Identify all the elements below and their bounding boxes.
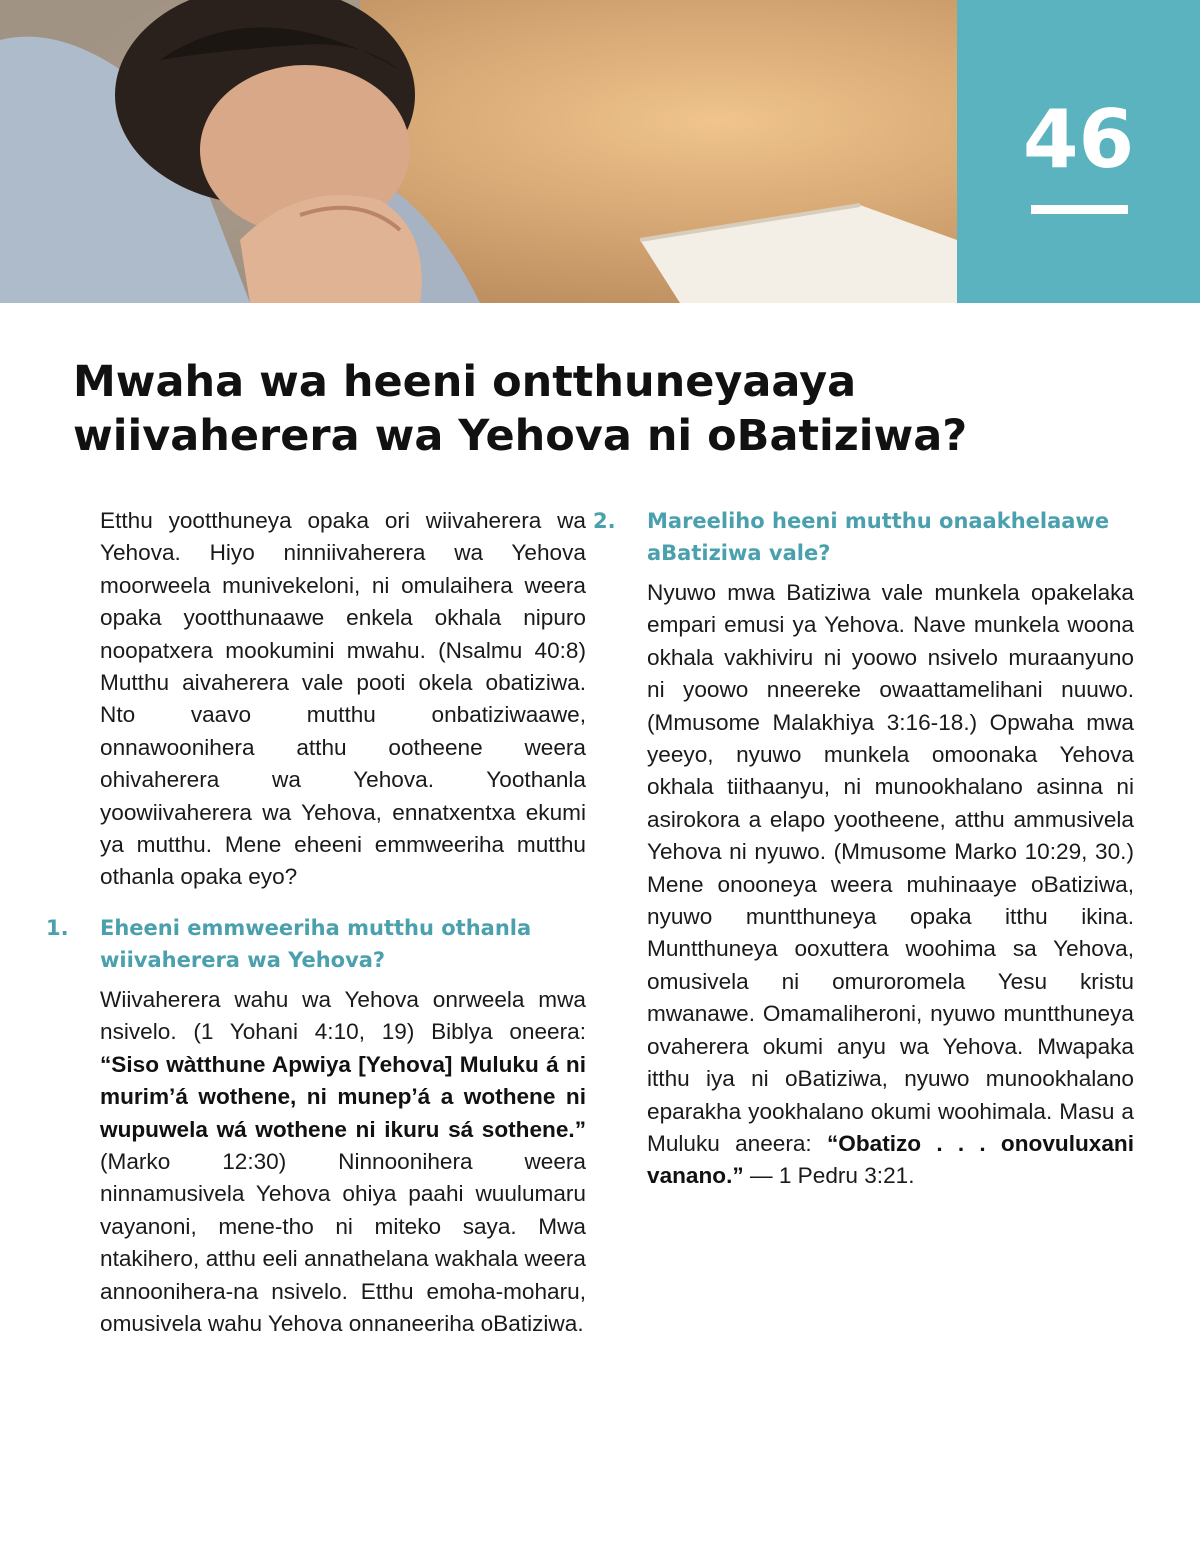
page-title: Mwaha wa heeni ontthuneyaaya wiivaherera wa Yehova ni oBatiziwa? xyxy=(73,357,968,461)
section-2-text-after: — 1 Pedru 3:21. xyxy=(743,1163,915,1189)
section-1-question-text: Eheeni emmweeriha mutthu othanla wiivaherera wa Yehova? xyxy=(100,915,532,972)
right-column xyxy=(593,505,1134,1211)
intro-paragraph: Etthu yootthuneya opaka ori wiivaherera wa Yehova. Hiyo ninniivaherera wa Yehova moorweela munivekeloni, ni omulaihera weera opaka yootthunaawe enkela okhala nipuro noopatxera mookumini mwahu. (Nsalmu 40:8) Mutthu aivaherera vale pooti okela obatiziwa. Nto vaavo mutthu onbatiziwaawe, onnawoonihera atthu ootheene weera ohivaherera wa Yehova. Yoothanla yoowiivaherera wa Yehova, ennatxentxa ekumi ya mutthu. Mene eheeni emmweeriha mutthu othanla opaka eyo? xyxy=(100,508,586,890)
section-1-text-after: (Marko 12:30) Ninnoonihera weera ninnamusivela Yehova ohiya paahi wuulumaru vayanoni, mene-tho ni miteko saya. Mwa ntakihero, atthu eeli annathelana wakhala weera annoonihera-na nsivelo. Etthu emoha-moharu, omusivela wahu Yehova onnaneeriha oBatiziwa. xyxy=(100,1148,586,1336)
lesson-number-box xyxy=(957,0,1200,303)
section-1-text-before: Wiivaherera wahu wa Yehova onrweela mwa nsivelo. (1 Yohani 4:10, 19) Biblya oneera: xyxy=(100,986,586,1045)
section-2-text-before: Nyuwo mwa Batiziwa vale munkela opakelaka empari emusi ya Yehova. Nave munkela woona okhala vakhiviru ni yoowo nsivelo muraanyuno ni yoowo nneereke owaattamelihani nuuwo. (Mmusome Malakhiya 3:16-18.) Opwaha mwa yeeyo, nyuwo munkela omoonaka Yehova okhala tiithaanyu, ni munookhalano asinna ni asirokora a elapo yootheene, atthu ammusivela Yehova ni nyuwo. (Mmusome Marko 10:29, 30.) Mene onooneya weera muhinaaye oBatiziwa, nyuwo muntthuneya opaka itthu ikina. Muntthuneya ooxuttera woohima sa Yehova, omusivela ni omuroromela Yesu kristu mwanawe. Omamaliheroni, nyuwo muntthuneya ovaherera okumi anyu wa Yehova. Mwapaka itthu iya ni oBatiziwa, nyuwo munookhalano eparakha yookhalano okumi woohimala. Masu a Muluku aneera: xyxy=(647,580,1134,1156)
section-2-quote: “Obatizo . . . onovuluxani vanano.” xyxy=(647,1130,1134,1189)
lesson-number: 46 xyxy=(1022,93,1135,186)
section-1-number: 1. xyxy=(46,915,69,940)
section-2-question-text: Mareeliho heeni mutthu onaakhelaawe aBatiziwa vale? xyxy=(647,509,1110,565)
section-1-paragraph xyxy=(100,984,586,1340)
left-column xyxy=(46,505,586,1358)
section-2-paragraph xyxy=(647,577,1134,1193)
section-1-quote: “Siso wàtthune Apwiya [Yehova] Muluku á ni murim’á wothene, ni munep’á a wothene ni wupuwela wá wothene ni ikuru sá sothene.” xyxy=(100,1051,586,1142)
lesson-underline xyxy=(1031,205,1128,214)
man-praying-illustration xyxy=(0,0,957,303)
section-1-question xyxy=(46,912,586,976)
hero-photo xyxy=(0,0,957,303)
section-2-question xyxy=(593,505,1134,569)
section-2-number: 2. xyxy=(593,509,616,533)
